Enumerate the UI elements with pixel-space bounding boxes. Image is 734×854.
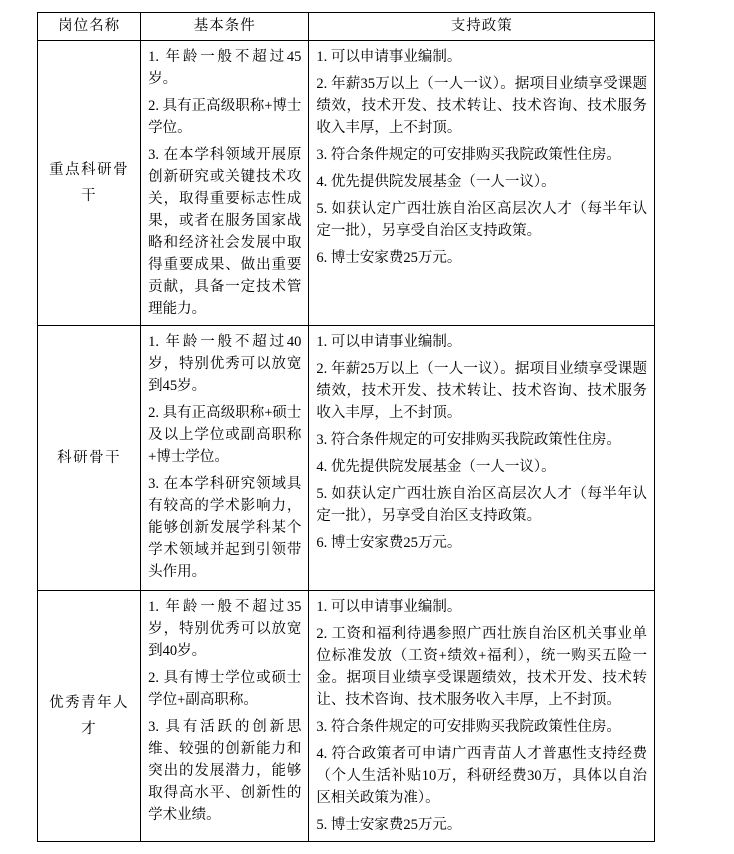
numbered-item: 2. 年薪35万以上（一人一议）。据项目业绩享受课题绩效，技术开发、技术转让、技术咨询、技术服务收入丰厚，上不封顶。 (316, 76, 647, 136)
numbered-item: 2. 年薪25万以上（一人一议）。据项目业绩享受课题绩效，技术开发、技术转让、技术咨询、技术服务收入丰厚，上不封顶。 (316, 361, 647, 421)
numbered-item: 2. 具有正高级职称+硕士及以上学位或副高职称+博士学位。 (148, 405, 302, 465)
position-name: 优秀青年人才 (49, 695, 130, 737)
numbered-item: 4. 符合政策者可申请广西青苗人才普惠性支持经费（个人生活补贴10万，科研经费30万，具体以自治区相关政策为准）。 (316, 746, 647, 806)
numbered-item: 2. 具有正高级职称+博士学位。 (148, 98, 302, 136)
recruitment-positions-table (37, 12, 655, 842)
numbered-item: 1. 可以申请事业编制。 (316, 599, 462, 615)
table-row-research-backbone (38, 326, 655, 591)
policies-list (316, 46, 647, 269)
position-name-cell (38, 41, 141, 326)
numbered-item: 4. 优先提供院发展基金（一人一议）。 (316, 459, 556, 475)
header-position-name: 岗位名称 (38, 13, 141, 41)
policies-list (316, 596, 647, 836)
position-name: 科研骨干 (57, 450, 122, 466)
numbered-item: 5. 如获认定广西壮族自治区高层次人才（每半年认定一批），另享受自治区支持政策。 (316, 201, 647, 239)
policies-cell (309, 41, 655, 326)
numbered-item: 1. 年龄一般不超过45岁。 (148, 49, 302, 87)
numbered-item: 3. 符合条件规定的可安排购买我院政策性住房。 (316, 147, 621, 163)
table-row-key-research-backbone (38, 41, 655, 326)
conditions-cell (141, 591, 309, 842)
numbered-item: 3. 具有活跃的创新思维、较强的创新能力和突出的发展潜力，能够取得高水平、创新性的学术业绩。 (148, 719, 302, 823)
numbered-item: 1. 可以申请事业编制。 (316, 49, 462, 65)
table-row-outstanding-young-talent (38, 591, 655, 842)
position-name: 重点科研骨干 (49, 162, 130, 204)
conditions-cell (141, 326, 309, 591)
numbered-item: 6. 博士安家费25万元。 (316, 250, 462, 266)
numbered-item: 3. 在本学科研究领域具有较高的学术影响力，能够创新发展学科某个学术领域并起到引领带头作用。 (148, 476, 302, 580)
numbered-item: 3. 符合条件规定的可安排购买我院政策性住房。 (316, 719, 621, 735)
numbered-item: 1. 可以申请事业编制。 (316, 334, 462, 350)
numbered-item: 4. 优先提供院发展基金（一人一议）。 (316, 174, 556, 190)
position-name-cell (38, 591, 141, 842)
header-support-policies: 支持政策 (309, 13, 655, 41)
conditions-list (148, 331, 301, 583)
policies-cell (309, 591, 655, 842)
policies-cell (309, 326, 655, 591)
table-header-row (38, 13, 655, 41)
numbered-item: 2. 具有博士学位或硕士学位+副高职称。 (148, 670, 302, 708)
numbered-item: 1. 年龄一般不超过40岁，特别优秀可以放宽到45岁。 (148, 334, 302, 394)
policies-list (316, 331, 647, 554)
numbered-item: 3. 在本学科领域开展原创新研究或关键技术攻关，取得重要标志性成果，或者在服务国家战略和经济社会发展中取得重要成果、做出重要贡献，具备一定技术管理能力。 (148, 147, 302, 317)
numbered-item: 5. 如获认定广西壮族自治区高层次人才（每半年认定一批），另享受自治区支持政策。 (316, 486, 647, 524)
conditions-list (148, 596, 301, 826)
numbered-item: 1. 年龄一般不超过35岁，特别优秀可以放宽到40岁。 (148, 599, 302, 659)
numbered-item: 2. 工资和福利待遇参照广西壮族自治区机关事业单位标准发放（工资+绩效+福利），统一购买五险一金。据项目业绩享受课题绩效，技术开发、技术转让、技术咨询、技术服务收入丰厚，上不封顶。 (316, 626, 647, 708)
conditions-cell (141, 41, 309, 326)
position-name-cell (38, 326, 141, 591)
header-basic-conditions: 基本条件 (141, 13, 309, 41)
numbered-item: 3. 符合条件规定的可安排购买我院政策性住房。 (316, 432, 621, 448)
numbered-item: 5. 博士安家费25万元。 (316, 817, 462, 833)
conditions-list (148, 46, 301, 320)
numbered-item: 6. 博士安家费25万元。 (316, 535, 462, 551)
